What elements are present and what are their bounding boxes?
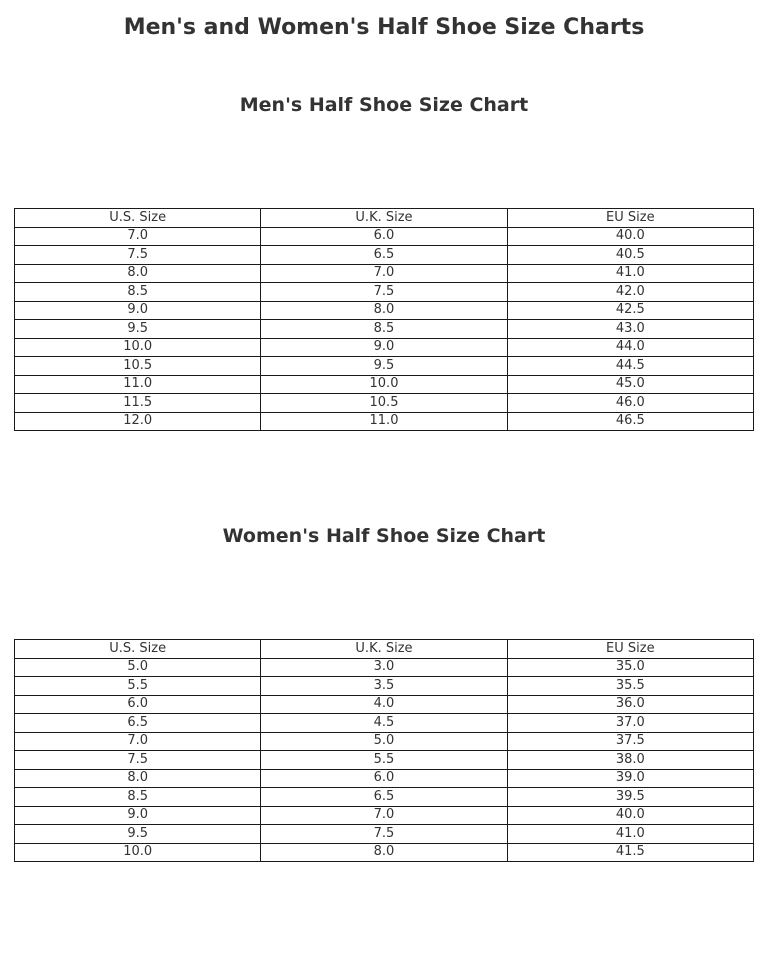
- cell-eu-size: 41.0: [507, 825, 753, 844]
- table-header-row: [15, 209, 754, 228]
- column-header-eu-size: EU Size: [507, 640, 753, 659]
- table-row: [15, 695, 754, 714]
- cell-uk-size: 5.0: [261, 732, 507, 751]
- cell-us-size: 7.5: [15, 246, 261, 265]
- cell-eu-size: 41.0: [507, 264, 753, 283]
- cell-eu-size: 39.0: [507, 769, 753, 788]
- cell-eu-size: 39.5: [507, 788, 753, 807]
- cell-uk-size: 9.5: [261, 357, 507, 376]
- table-row: [15, 357, 754, 376]
- cell-uk-size: 10.0: [261, 375, 507, 394]
- table-row: [15, 394, 754, 413]
- cell-uk-size: 6.5: [261, 788, 507, 807]
- table-row: [15, 825, 754, 844]
- cell-us-size: 6.0: [15, 695, 261, 714]
- cell-us-size: 10.5: [15, 357, 261, 376]
- cell-eu-size: 45.0: [507, 375, 753, 394]
- cell-eu-size: 37.0: [507, 714, 753, 733]
- column-header-uk-size: U.K. Size: [261, 209, 507, 228]
- cell-eu-size: 38.0: [507, 751, 753, 770]
- column-header-us-size: U.S. Size: [15, 209, 261, 228]
- table-row: [15, 732, 754, 751]
- table-row: [15, 264, 754, 283]
- cell-us-size: 5.5: [15, 677, 261, 696]
- cell-us-size: 12.0: [15, 412, 261, 431]
- column-header-us-size: U.S. Size: [15, 640, 261, 659]
- cell-eu-size: 42.0: [507, 283, 753, 302]
- page-title: Men's and Women's Half Shoe Size Charts: [123, 15, 645, 40]
- cell-us-size: 9.0: [15, 806, 261, 825]
- cell-eu-size: 35.0: [507, 658, 753, 677]
- cell-uk-size: 4.5: [261, 714, 507, 733]
- cell-eu-size: 41.5: [507, 843, 753, 862]
- cell-uk-size: 8.5: [261, 320, 507, 339]
- cell-uk-size: 7.0: [261, 806, 507, 825]
- mens-size-table: [14, 208, 754, 431]
- cell-us-size: 6.5: [15, 714, 261, 733]
- cell-uk-size: 6.5: [261, 246, 507, 265]
- womens-chart-title: Women's Half Shoe Size Chart: [222, 525, 546, 547]
- cell-us-size: 8.0: [15, 264, 261, 283]
- cell-uk-size: 6.0: [261, 769, 507, 788]
- cell-uk-size: 5.5: [261, 751, 507, 770]
- cell-eu-size: 40.0: [507, 806, 753, 825]
- cell-us-size: 9.5: [15, 320, 261, 339]
- cell-uk-size: 11.0: [261, 412, 507, 431]
- cell-uk-size: 8.0: [261, 843, 507, 862]
- column-header-uk-size: U.K. Size: [261, 640, 507, 659]
- cell-us-size: 8.5: [15, 283, 261, 302]
- cell-us-size: 9.0: [15, 301, 261, 320]
- cell-uk-size: 7.0: [261, 264, 507, 283]
- cell-uk-size: 7.5: [261, 825, 507, 844]
- table-row: [15, 769, 754, 788]
- cell-us-size: 11.0: [15, 375, 261, 394]
- table-row: [15, 283, 754, 302]
- cell-us-size: 8.5: [15, 788, 261, 807]
- column-header-eu-size: EU Size: [507, 209, 753, 228]
- cell-us-size: 7.5: [15, 751, 261, 770]
- cell-eu-size: 42.5: [507, 301, 753, 320]
- table-row: [15, 751, 754, 770]
- cell-us-size: 11.5: [15, 394, 261, 413]
- cell-uk-size: 6.0: [261, 227, 507, 246]
- cell-eu-size: 40.5: [507, 246, 753, 265]
- table-row: [15, 677, 754, 696]
- cell-eu-size: 44.5: [507, 357, 753, 376]
- table-row: [15, 320, 754, 339]
- cell-us-size: 7.0: [15, 732, 261, 751]
- womens-size-table: [14, 639, 754, 862]
- table-row: [15, 227, 754, 246]
- table-row: [15, 301, 754, 320]
- cell-us-size: 5.0: [15, 658, 261, 677]
- cell-uk-size: 8.0: [261, 301, 507, 320]
- mens-chart-title: Men's Half Shoe Size Chart: [239, 94, 529, 116]
- cell-us-size: 9.5: [15, 825, 261, 844]
- cell-uk-size: 9.0: [261, 338, 507, 357]
- table-row: [15, 806, 754, 825]
- cell-us-size: 10.0: [15, 843, 261, 862]
- cell-uk-size: 7.5: [261, 283, 507, 302]
- table-row: [15, 714, 754, 733]
- cell-eu-size: 46.5: [507, 412, 753, 431]
- cell-eu-size: 46.0: [507, 394, 753, 413]
- cell-eu-size: 37.5: [507, 732, 753, 751]
- table-row: [15, 375, 754, 394]
- cell-eu-size: 43.0: [507, 320, 753, 339]
- table-row: [15, 412, 754, 431]
- cell-eu-size: 44.0: [507, 338, 753, 357]
- cell-us-size: 10.0: [15, 338, 261, 357]
- table-row: [15, 338, 754, 357]
- cell-uk-size: 3.0: [261, 658, 507, 677]
- table-row: [15, 658, 754, 677]
- cell-uk-size: 10.5: [261, 394, 507, 413]
- table-row: [15, 843, 754, 862]
- cell-eu-size: 40.0: [507, 227, 753, 246]
- cell-us-size: 8.0: [15, 769, 261, 788]
- cell-eu-size: 35.5: [507, 677, 753, 696]
- cell-uk-size: 4.0: [261, 695, 507, 714]
- table-row: [15, 246, 754, 265]
- cell-uk-size: 3.5: [261, 677, 507, 696]
- cell-eu-size: 36.0: [507, 695, 753, 714]
- table-header-row: [15, 640, 754, 659]
- table-row: [15, 788, 754, 807]
- cell-us-size: 7.0: [15, 227, 261, 246]
